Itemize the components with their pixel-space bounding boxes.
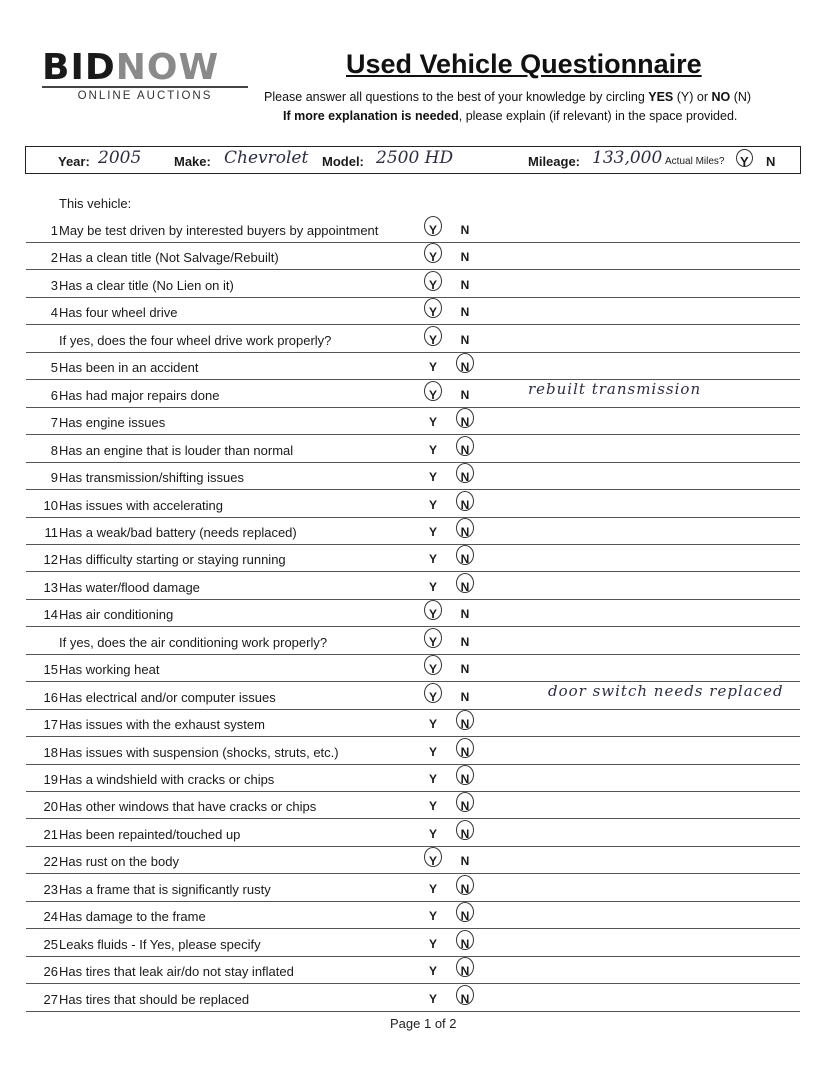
question-row (26, 628, 800, 655)
answer-circle (456, 353, 474, 373)
question-row (26, 216, 800, 243)
answer-yes[interactable]: Y (428, 470, 437, 485)
answer-circle (456, 463, 474, 483)
section-label: This vehicle: (59, 196, 132, 211)
question-row (26, 298, 800, 325)
answer-yes[interactable]: Y (428, 799, 437, 814)
question-text: Has issues with accelerating (59, 497, 224, 513)
answer-no[interactable]: N (460, 826, 470, 841)
instructions-line-1 (264, 90, 751, 104)
question-number: 13 (43, 579, 58, 595)
mileage-value: 133,000 (592, 148, 663, 168)
logo-bid: BID (42, 47, 116, 88)
question-number: 3 (50, 277, 58, 293)
question-row (26, 792, 800, 819)
answer-yes[interactable]: Y (428, 277, 437, 292)
answer-no[interactable]: N (460, 415, 470, 430)
logo-wordmark (42, 47, 248, 88)
answer-no[interactable]: N (460, 717, 470, 732)
answer-no[interactable]: N (460, 634, 470, 649)
answer-yes[interactable]: Y (428, 689, 437, 704)
question-row (26, 436, 800, 463)
question-text: Has electrical and/or computer issues (59, 689, 276, 705)
model-label: Model: (322, 154, 364, 169)
question-row (26, 847, 800, 874)
mileage-label: Mileage: (528, 154, 581, 169)
answer-circle (424, 600, 442, 620)
answer-circle (424, 628, 442, 648)
question-row (26, 765, 800, 792)
question-row (26, 738, 800, 765)
answer-circle (424, 216, 442, 236)
question-row (26, 902, 800, 929)
instr1-yes: YES (648, 90, 674, 104)
answer-yes[interactable]: Y (428, 305, 437, 320)
page-number: Page 1 of 2 (390, 1016, 457, 1031)
question-number: 10 (43, 497, 58, 513)
answer-yes[interactable]: Y (428, 415, 437, 430)
question-number: 25 (43, 936, 58, 952)
answer-yes[interactable]: Y (428, 881, 437, 896)
question-text: Has water/flood damage (59, 579, 200, 595)
actual-miles-yes: Y (740, 154, 749, 169)
question-text: Has a clean title (Not Salvage/Rebuilt) (59, 250, 279, 266)
answer-no[interactable]: N (460, 305, 470, 320)
answer-yes[interactable]: Y (428, 744, 437, 759)
answer-circle (424, 683, 442, 703)
answer-yes[interactable]: Y (428, 360, 437, 375)
question-text: Has air conditioning (59, 607, 174, 623)
instructions-line-2 (283, 109, 737, 123)
question-number: 11 (44, 524, 58, 540)
year-label: Year: (58, 154, 90, 169)
question-text: Has tires that leak air/do not stay inflated (59, 964, 294, 980)
question-text: Has difficulty starting or staying running (59, 552, 286, 568)
question-row (26, 326, 800, 353)
answer-no[interactable]: N (460, 497, 470, 512)
answer-yes[interactable]: Y (428, 964, 437, 979)
answer-no[interactable]: N (460, 332, 470, 347)
answer-circle (456, 518, 474, 538)
year-value: 2005 (98, 148, 142, 168)
answer-circle (456, 408, 474, 428)
answer-no[interactable]: N (460, 607, 470, 622)
question-number: 1 (50, 223, 58, 238)
make-value: Chevrolet (224, 148, 309, 168)
answer-yes[interactable]: Y (428, 717, 437, 732)
question-row (26, 655, 800, 682)
answer-circle (456, 436, 474, 456)
answer-circle (456, 902, 474, 922)
question-number: 19 (43, 772, 58, 787)
answer-circle (424, 298, 442, 318)
instr1-post: (N) (730, 90, 752, 104)
instr1-pre: Please answer all questions to the best of your knowledge by circling (264, 90, 649, 104)
answer-no[interactable]: N (460, 470, 470, 485)
question-number: 26 (43, 964, 58, 980)
logo-tagline: ONLINE AUCTIONS (77, 90, 213, 102)
question-number: 2 (50, 250, 58, 266)
answer-no[interactable]: N (460, 964, 470, 979)
answer-circle (456, 820, 474, 840)
answer-circle (424, 243, 442, 263)
instr1-no: NO (711, 90, 731, 104)
question-text: Has working heat (59, 662, 160, 678)
question-number: 14 (43, 607, 58, 623)
vehicle-info-box (25, 146, 801, 174)
answer-yes[interactable]: Y (428, 826, 437, 841)
question-number: 18 (43, 744, 58, 760)
question-text: Has tires that should be replaced (59, 991, 250, 1007)
question-number: 8 (50, 442, 58, 458)
logo-now: NOW (115, 47, 220, 88)
answer-circle (424, 381, 442, 401)
answer-yes[interactable]: Y (428, 387, 437, 402)
question-number: 6 (50, 387, 58, 403)
answer-yes[interactable]: Y (428, 497, 437, 512)
answer-circle (456, 985, 474, 1005)
question-row (26, 820, 800, 847)
question-row (26, 518, 800, 545)
answer-circle (424, 271, 442, 291)
question-text: Has damage to the frame (59, 909, 206, 925)
actual-miles-label: Actual Miles? (665, 156, 725, 167)
answer-circle (456, 765, 474, 785)
question-number: 5 (50, 360, 58, 376)
answer-circle (456, 875, 474, 895)
answer-no[interactable]: N (460, 662, 470, 677)
answer-no[interactable]: N (460, 991, 470, 1006)
question-number: 7 (50, 415, 58, 431)
question-text: Has other windows that have cracks or chips (59, 799, 317, 815)
question-text: May be test driven by interested buyers by appointment (59, 223, 379, 238)
question-text: Has issues with suspension (shocks, struts, etc.) (59, 744, 339, 760)
answer-no[interactable]: N (460, 277, 470, 292)
actual-miles-circle (736, 149, 753, 167)
answer-circle (456, 930, 474, 950)
question-row (26, 381, 800, 408)
question-text: If yes, does the four wheel drive work properly? (59, 332, 332, 348)
question-text: Has rust on the body (59, 854, 179, 870)
answer-circle (456, 792, 474, 812)
question-row (26, 271, 800, 298)
answer-yes[interactable]: Y (428, 250, 437, 265)
answer-no[interactable]: N (460, 387, 470, 402)
answer-yes[interactable]: Y (428, 991, 437, 1006)
question-number: 22 (43, 854, 58, 870)
answer-circle (456, 491, 474, 511)
question-number: 16 (43, 689, 58, 705)
answer-no[interactable]: N (460, 881, 470, 896)
answer-yes[interactable]: Y (428, 579, 437, 594)
answer-circle (424, 847, 442, 867)
answer-circle (456, 545, 474, 565)
question-text: Has engine issues (59, 415, 166, 431)
question-row (26, 957, 800, 984)
question-number: 21 (43, 826, 58, 842)
question-number: 20 (43, 799, 58, 815)
answer-no[interactable]: N (460, 442, 470, 457)
handwritten-note: door switch needs replaced (548, 681, 784, 700)
answer-yes[interactable]: Y (428, 936, 437, 951)
question-row (26, 985, 800, 1012)
instr1-mid: (Y) or (673, 90, 712, 104)
question-text: Has a windshield with cracks or chips (59, 772, 275, 787)
answer-yes[interactable]: Y (428, 772, 437, 786)
question-number: 9 (50, 470, 58, 486)
make-label: Make: (174, 154, 211, 169)
question-row (26, 683, 800, 710)
answer-circle (424, 326, 442, 346)
question-row (26, 243, 800, 270)
question-row (26, 600, 800, 627)
question-number: 15 (43, 662, 58, 678)
answer-no[interactable]: N (460, 799, 470, 814)
question-text: Has a clear title (No Lien on it) (59, 277, 234, 293)
answer-yes[interactable]: Y (428, 662, 437, 677)
answer-yes[interactable]: Y (428, 442, 437, 457)
answer-no[interactable]: N (460, 772, 470, 786)
answer-no[interactable]: N (460, 360, 470, 375)
answer-no[interactable]: N (460, 223, 470, 237)
question-row (26, 353, 800, 380)
answer-yes[interactable]: Y (428, 552, 437, 567)
model-value: 2500 HD (376, 148, 454, 168)
answer-yes[interactable]: Y (428, 524, 437, 539)
question-number: 4 (50, 305, 58, 321)
answer-yes[interactable]: Y (428, 634, 437, 649)
answer-no[interactable]: N (460, 689, 470, 704)
question-number: 24 (43, 909, 58, 925)
question-row (26, 408, 800, 435)
answer-no[interactable]: N (460, 909, 470, 924)
answer-circle (456, 738, 474, 758)
question-text: Has four wheel drive (59, 305, 178, 321)
instr2-post: , please explain (if relevant) in the space provided. (458, 109, 738, 123)
question-text: Has issues with the exhaust system (59, 717, 265, 733)
question-text: If yes, does the air conditioning work properly? (59, 634, 328, 650)
question-row (26, 463, 800, 490)
answer-yes[interactable]: Y (428, 332, 437, 347)
bidnow-logo (42, 47, 248, 102)
answer-no[interactable]: N (460, 524, 470, 539)
question-row (26, 875, 800, 902)
actual-miles-no: N (766, 154, 776, 169)
answer-circle (456, 957, 474, 977)
answer-no[interactable]: N (460, 552, 470, 567)
question-text: Has transmission/shifting issues (59, 470, 244, 486)
question-text: Has a frame that is significantly rusty (59, 881, 271, 897)
question-row (26, 573, 800, 600)
answer-yes[interactable]: Y (428, 607, 437, 622)
question-text: Leaks fluids - If Yes, please specify (59, 936, 261, 952)
question-text: Has been repainted/touched up (59, 826, 241, 842)
question-row (26, 491, 800, 518)
question-text: Has been in an accident (59, 360, 199, 376)
question-row (26, 545, 800, 572)
answer-no[interactable]: N (460, 936, 470, 951)
answer-no[interactable]: N (460, 250, 470, 265)
answer-yes[interactable]: Y (428, 223, 437, 237)
question-number: 12 (43, 552, 58, 568)
answer-yes[interactable]: Y (428, 854, 437, 869)
page-title: Used Vehicle Questionnaire (346, 49, 702, 79)
question-text: Has a weak/bad battery (needs replaced) (59, 524, 297, 540)
answer-no[interactable]: N (460, 579, 470, 594)
answer-circle (456, 710, 474, 730)
answer-circle (456, 573, 474, 593)
answer-no[interactable]: N (460, 854, 470, 869)
question-text: Has had major repairs done (59, 387, 220, 403)
handwritten-note: rebuilt transmission (528, 379, 702, 398)
answer-yes[interactable]: Y (428, 909, 437, 924)
question-row (26, 710, 800, 737)
instr2-bold: If more explanation is needed (283, 109, 459, 123)
answer-no[interactable]: N (460, 744, 470, 759)
question-text: Has an engine that is louder than normal (59, 442, 294, 458)
question-number: 17 (43, 717, 58, 733)
question-number: 23 (43, 881, 58, 897)
answer-circle (424, 655, 442, 675)
question-row (26, 930, 800, 957)
question-number: 27 (43, 991, 58, 1007)
